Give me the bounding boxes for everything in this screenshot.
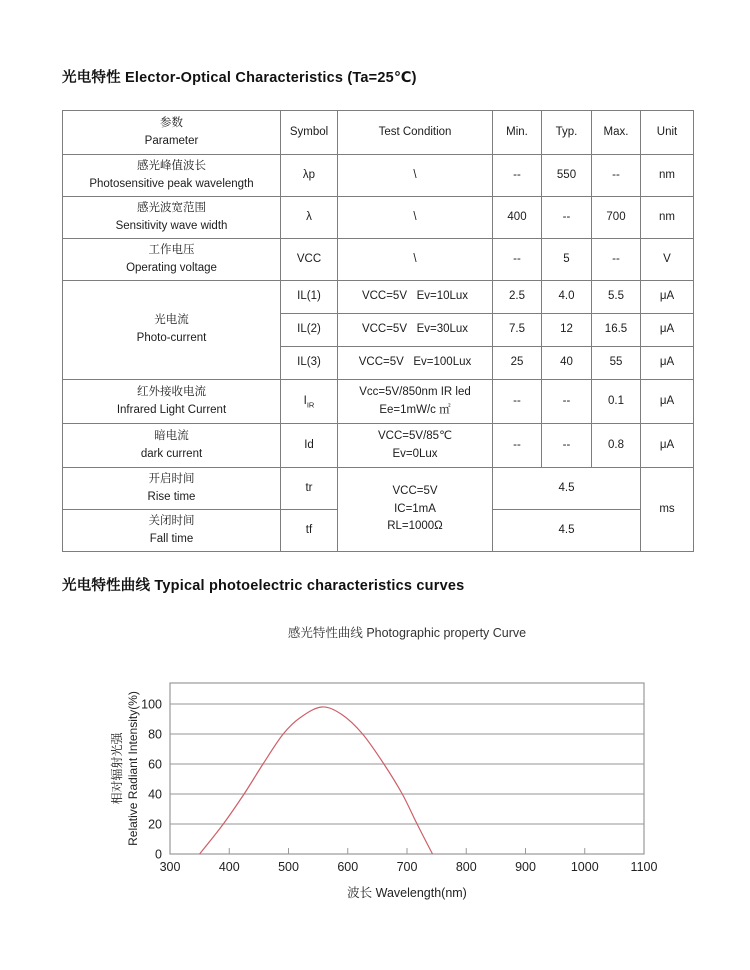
table-cell: μA [641, 281, 694, 314]
table-cell: 55 [592, 347, 641, 380]
table-cell: IL(1) [281, 281, 338, 314]
response-curve [200, 707, 433, 854]
table-cell: λp [281, 155, 338, 197]
chart-title: 感光特性曲线 Photographic property Curve [287, 626, 527, 640]
table-cell: VCC=5V IC=1mA RL=1000Ω [338, 468, 493, 552]
table-header-cell: Symbol [281, 111, 338, 155]
table-cell: 关闭时间 Fall time [63, 510, 281, 552]
table-cell: 700 [592, 197, 641, 239]
x-tick-label: 800 [455, 860, 477, 874]
table-cell: nm [641, 155, 694, 197]
x-axis-label: 波长 Wavelength(nm) [347, 886, 467, 900]
table-header-cell: Min. [493, 111, 542, 155]
table-cell: 工作电压 Operating voltage [63, 239, 281, 281]
table-cell: 4.5 [493, 468, 641, 510]
plot-box [170, 683, 644, 854]
table-cell: IL(2) [281, 314, 338, 347]
table-cell: -- [542, 197, 592, 239]
table-cell: nm [641, 197, 694, 239]
table-cell: μA [641, 424, 694, 468]
x-tick-label: 300 [159, 860, 181, 874]
table-cell: VCC=5V Ev=100Lux [338, 347, 493, 380]
table-cell: -- [542, 380, 592, 424]
table-cell: 红外接收电流 Infrared Light Current [63, 380, 281, 424]
table-cell: -- [493, 380, 542, 424]
table-header-cell: Test Condition [338, 111, 493, 155]
table-header-cell: 参数 Parameter [63, 111, 281, 155]
y-tick-label: 40 [148, 787, 162, 802]
table-cell: μA [641, 380, 694, 424]
table-cell: 4.5 [493, 510, 641, 552]
table-cell: -- [493, 424, 542, 468]
table-cell: 感光波宽范围 Sensitivity wave width [63, 197, 281, 239]
table-cell: 4.0 [542, 281, 592, 314]
table-cell: 开启时间 Rise time [63, 468, 281, 510]
table-cell: -- [493, 239, 542, 281]
table-cell: -- [592, 155, 641, 197]
table-cell: 5 [542, 239, 592, 281]
table-cell: Id [281, 424, 338, 468]
table-cell: -- [592, 239, 641, 281]
x-tick-label: 900 [515, 860, 536, 874]
table-cell: -- [493, 155, 542, 197]
table-cell: -- [542, 424, 592, 468]
table-cell: V [641, 239, 694, 281]
table-cell: 40 [542, 347, 592, 380]
table-cell: 暗电流 dark current [63, 424, 281, 468]
y-axis-label-cn: 相对辐射光强 [110, 732, 124, 805]
x-tick-label: 700 [396, 860, 418, 874]
table-cell: 0.8 [592, 424, 641, 468]
table-cell: \ [338, 239, 493, 281]
x-tick-label: 500 [278, 860, 299, 874]
x-tick-label: 600 [337, 860, 359, 874]
table-cell: VCC=5V/85℃ Ev=0Lux [338, 424, 493, 468]
table-cell: 0.1 [592, 380, 641, 424]
table-cell: 7.5 [493, 314, 542, 347]
table-cell: 感光峰值波长 Photosensitive peak wavelength [63, 155, 281, 197]
table-cell: VCC [281, 239, 338, 281]
table-header-cell: Unit [641, 111, 694, 155]
table-cell: Vcc=5V/850nm IR led Ee=1mW/c ㎡ [338, 380, 493, 424]
y-tick-label: 0 [155, 847, 162, 862]
table-cell: μA [641, 314, 694, 347]
table-cell: VCC=5V Ev=10Lux [338, 281, 493, 314]
table-cell: VCC=5V Ev=30Lux [338, 314, 493, 347]
table-cell: μA [641, 347, 694, 380]
table-cell: $I_{IR}$ [281, 380, 338, 424]
curves-section-title: 光电特性曲线 Typical photoelectric characteristics curves [62, 578, 465, 594]
table-header-cell: Max. [592, 111, 641, 155]
table-cell: 12 [542, 314, 592, 347]
table-cell: 400 [493, 197, 542, 239]
y-tick-label: 60 [148, 757, 162, 772]
x-tick-label: 1000 [570, 860, 599, 874]
table-cell: 光电流 Photo-current [63, 281, 281, 380]
x-tick-label: 400 [218, 860, 240, 874]
electro-optical-section-title: 光电特性 Elector-Optical Characteristics (Ta=25℃) [62, 70, 417, 86]
table-cell: tf [281, 510, 338, 552]
table-cell: 5.5 [592, 281, 641, 314]
table-cell: tr [281, 468, 338, 510]
table-cell: \ [338, 197, 493, 239]
y-tick-label: 80 [148, 727, 162, 742]
table-cell: 550 [542, 155, 592, 197]
table-cell: IL(3) [281, 347, 338, 380]
table-cell: 2.5 [493, 281, 542, 314]
table-cell: ms [641, 468, 694, 552]
table-cell: \ [338, 155, 493, 197]
x-tick-label: 1100 [630, 860, 658, 874]
table-header-cell: Typ. [542, 111, 592, 155]
table-cell: λ [281, 197, 338, 239]
y-tick-label: 100 [141, 697, 162, 712]
y-tick-label: 20 [148, 817, 162, 832]
table-cell: 16.5 [592, 314, 641, 347]
y-axis-label-en: Relative Radiant Intensity(%) [126, 691, 140, 846]
table-cell: 25 [493, 347, 542, 380]
